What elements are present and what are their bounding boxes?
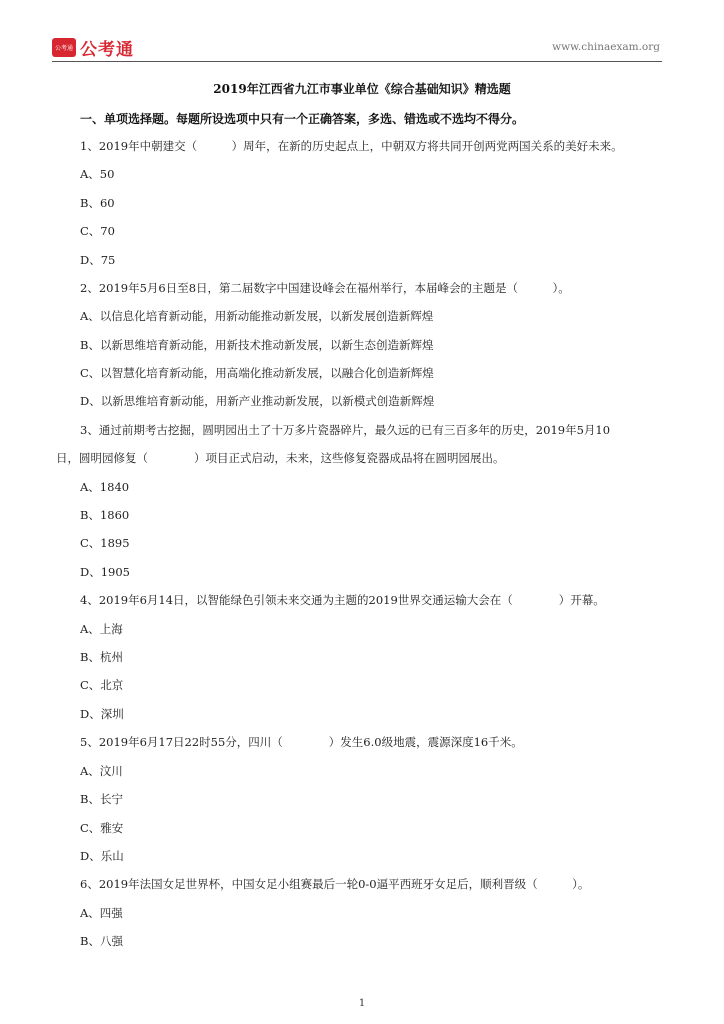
answer-option: A、汶川 — [80, 764, 123, 778]
answer-option: D、深圳 — [80, 707, 124, 721]
question-stem: 4、2019年6月14日，以智能绿色引领未来交通为主题的2019世界交通运输大会在（ ）开幕。 — [80, 593, 605, 607]
answer-option: A、50 — [80, 167, 115, 181]
question-stem: 6、2019年法国女足世界杯，中国女足小组赛最后一轮0-0逼平西班牙女足后，顺利晋级（ ）。 — [80, 877, 590, 891]
answer-option: B、杭州 — [80, 650, 123, 664]
question-stem: 2、2019年5月6日至8日，第二届数字中国建设峰会在福州举行，本届峰会的主题是（ ）。 — [80, 281, 570, 295]
section-heading: 一、单项选择题。每题所设选项中只有一个正确答案，多选、错选或不选均不得分。 — [80, 112, 525, 126]
answer-option: C、1895 — [80, 536, 130, 550]
answer-option: D、乐山 — [80, 849, 124, 863]
question-stem: 5、2019年6月17日22时55分，四川（ ）发生6.0级地震，震源深度16千米。 — [80, 735, 523, 749]
answer-option: A、上海 — [80, 622, 123, 636]
answer-option: D、以新思维培育新动能，用新产业推动新发展，以新模式创造新辉煌 — [80, 394, 435, 408]
answer-option: C、北京 — [80, 678, 124, 692]
header-divider — [52, 61, 662, 62]
brand-logo[interactable] — [52, 35, 134, 60]
answer-option: B、以新思维培育新动能，用新技术推动新发展，以新生态创造新辉煌 — [80, 338, 434, 352]
page-header — [52, 33, 660, 59]
answer-option: C、以智慧化培育新动能，用高端化推动新发展，以融合化创造新辉煌 — [80, 366, 434, 380]
site-url[interactable]: www.chinaexam.org — [552, 41, 660, 53]
page-number: 1 — [358, 998, 366, 1009]
question-stem-continued: 日，圆明园修复（ ）项目正式启动，未来，这些修复瓷器成品将在圆明园展出。 — [56, 451, 505, 465]
answer-option: C、70 — [80, 224, 115, 238]
logo-badge: 公考通 — [52, 38, 76, 57]
answer-option: C、雅安 — [80, 821, 124, 835]
answer-option: B、60 — [80, 196, 115, 210]
question-stem: 3、通过前期考古挖掘，圆明园出土了十万多片瓷器碎片，最久远的已有三百多年的历史，2019年5月10 — [80, 423, 611, 437]
answer-option: A、以信息化培育新动能，用新动能推动新发展，以新发展创造新辉煌 — [80, 309, 434, 323]
answer-option: D、1905 — [80, 565, 130, 579]
answer-option: D、75 — [80, 253, 116, 267]
question-stem: 1、2019年中朝建交（ ）周年，在新的历史起点上，中朝双方将共同开创两党两国关系的美好未来。 — [80, 139, 623, 153]
answer-option: B、八强 — [80, 934, 123, 948]
answer-option: A、四强 — [80, 906, 123, 920]
answer-option: B、长宁 — [80, 792, 123, 806]
document-title: 2019年江西省九江市事业单位《综合基础知识》精选题 — [213, 82, 511, 96]
answer-option: A、1840 — [80, 480, 130, 494]
logo-text: 公考通 — [80, 40, 134, 60]
answer-option: B、1860 — [80, 508, 130, 522]
